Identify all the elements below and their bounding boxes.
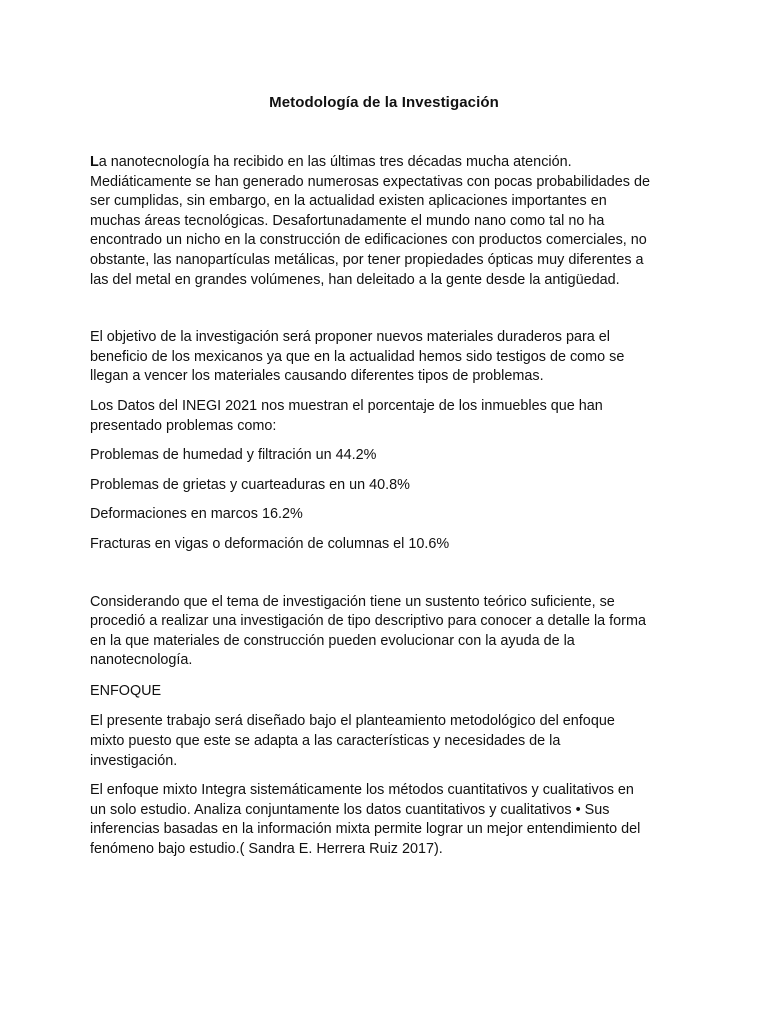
paragraph-gap xyxy=(90,671,710,682)
design-line: investigación. xyxy=(90,752,178,769)
design-line: mixto puesto que este se adapta a las características y necesidades de la xyxy=(90,733,561,750)
paragraph-gap xyxy=(90,466,710,476)
problem-item: Fracturas en vigas o deformación de columnas el 10.6% xyxy=(90,535,450,552)
considering-line: nanotecnología. xyxy=(90,652,193,669)
design-line: El presente trabajo será diseñado bajo el planteamiento metodológico del enfoque xyxy=(90,713,615,730)
paragraph-gap xyxy=(90,771,710,781)
mixed-line: un solo estudio. Analiza conjuntamente los datos cuantitativos y cualitativos • Sus xyxy=(90,801,610,818)
inegi-line: presentado problemas como: xyxy=(90,417,277,434)
intro-line: las del metal en grandes volúmenes, han deleitado a la gente desde la antigüedad. xyxy=(90,271,620,288)
paragraph-gap xyxy=(90,436,710,446)
objective-paragraph xyxy=(90,328,710,387)
paragraph-gap xyxy=(90,525,710,535)
considering-line: Considerando que el tema de investigación tiene un sustento teórico suficiente, se xyxy=(90,593,615,610)
drop-letter: L xyxy=(90,154,99,170)
problem-item: Problemas de humedad y filtración un 44.2% xyxy=(90,447,377,464)
problem-item: Deformaciones en marcos 16.2% xyxy=(90,506,303,523)
intro-line xyxy=(90,153,710,173)
intro-line: encontrado un nicho en la construcción de edificaciones con productos comerciales, no xyxy=(90,232,647,249)
objective-line: beneficio de los mexicanos ya que en la actualidad hemos sido testigos de como se xyxy=(90,348,625,365)
considering-line: en la que materiales de construcción pueden evolucionar con la ayuda de la xyxy=(90,632,575,649)
considering-paragraph xyxy=(90,593,710,671)
mixed-line: fenómeno bajo estudio.( Sandra E. Herrera Ruiz 2017). xyxy=(90,841,443,858)
section-heading-enfoque: ENFOQUE xyxy=(90,682,162,699)
objective-line: El objetivo de la investigación será proponer nuevos materiales duraderos para el xyxy=(90,329,610,346)
paragraph-gap xyxy=(90,387,710,397)
intro-line: ser cumplidas, sin embargo, en la actualidad existen aplicaciones importantes en xyxy=(90,193,607,210)
document-body xyxy=(90,153,710,860)
paragraph-gap xyxy=(90,701,710,712)
mixed-line: inferencias basadas en la información mixta permite lograr un mejor entendimiento del xyxy=(90,821,641,838)
considering-line: procedió a realizar una investigación de tipo descriptivo para conocer a detalle la forma xyxy=(90,613,646,630)
inegi-line: Los Datos del INEGI 2021 nos muestran el porcentaje de los inmuebles que han xyxy=(90,397,603,414)
paragraph-gap xyxy=(90,495,710,505)
paragraph-gap xyxy=(90,555,710,593)
intro-line: obstante, las nanopartículas metálicas, por tener propiedades ópticas muy diferentes a xyxy=(90,251,644,268)
design-paragraph xyxy=(90,712,710,771)
objective-line: llegan a vencer los materiales causando diferentes tipos de problemas. xyxy=(90,368,544,385)
document-title: Metodología de la Investigación xyxy=(269,94,499,111)
mixed-approach-paragraph xyxy=(90,781,710,859)
paragraph-gap xyxy=(90,290,710,328)
inegi-paragraph xyxy=(90,397,710,436)
intro-line-text: a nanotecnología ha recibido en las últimas tres décadas mucha atención. xyxy=(98,154,572,170)
problem-item: Problemas de grietas y cuarteaduras en un 40.8% xyxy=(90,476,410,493)
intro-paragraph xyxy=(90,153,710,290)
intro-line: muchas áreas tecnológicas. Desafortunadamente el mundo nano como tal no ha xyxy=(90,212,605,229)
mixed-line: El enfoque mixto Integra sistemáticamente los métodos cuantitativos y cualitativos en xyxy=(90,782,634,799)
intro-line: Mediáticamente se han generado numerosas expectativas con pocas probabilidades de xyxy=(90,173,650,190)
